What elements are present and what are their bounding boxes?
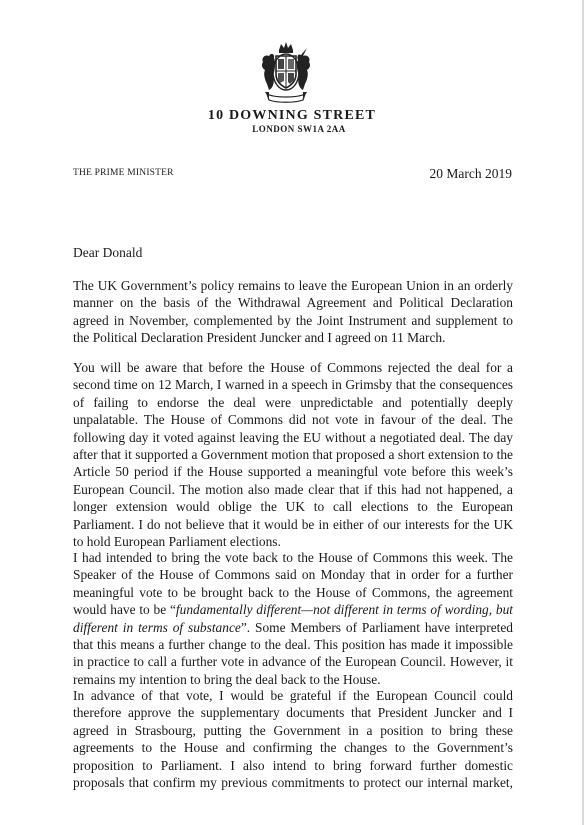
body-paragraph-1: The UK Government’s policy remains to leave the European Union in an orderly manner on the basis of the Withdrawal Agreement and Political Declaration agreed in November, complemented by the Joint Instrument and supplement to the Political Declaration President Juncker and I agreed on 11 March.: [73, 278, 513, 346]
letter-date: 20 March 2019: [429, 166, 512, 181]
body-paragraph-4: In advance of that vote, I would be grateful if the European Council could therefore approve the supplementary documents that President Juncker and I agreed in Strasbourg, putting the Government in a position to bring these agreements to the House and confirming the changes to the Government’s proposition to Parliament. I also intend to bring forward further domestic proposals that confirm my previous commitments to protect our internal market,: [73, 688, 513, 791]
royal-coat-of-arms-icon: [257, 40, 315, 104]
salutation: Dear Donald: [73, 245, 143, 260]
body-paragraph-2: You will be aware that before the House of Commons rejected the deal for a second time on 12 March, I warned in a speech in Grimsby that the consequences of failing to endorse the deal were unpredictable and potentially deeply unpalatable. The House of Commons did not vote in favour of the deal. The following day it voted against leaving the EU without a negotiated deal. The day after that it supported a Government motion that proposed a short extension to the Article 50 period if the House supported a meaningful vote before this week’s European Council. The motion also made clear that if this had not happened, a longer extension would oblige the UK to call elections to the European Parliament. I do not believe that it would be in either of our interests for the UK to hold European Parliament elections.: [73, 360, 513, 550]
body-paragraph-3: [73, 549, 513, 688]
letterhead-address-line2: LONDON SW1A 2AA: [252, 124, 346, 134]
sender-title: THE PRIME MINISTER: [73, 168, 174, 178]
paragraph-3-text-start: I had intended to bring the vote back to the House of Commons this week. The Speaker of the House of Commons said on Monday that in order for a further meaningful vote to be brought back to the House of Commons, the agreement would have to be “: [73, 550, 513, 618]
paragraph-3-text-end: ”. Some Members of Parliament have interpreted that this means a further change to the deal. This position has made it impossible in practice to call a further vote in advance of the European Council. However, it remains my intention to bring the deal back to the House.: [73, 619, 513, 687]
letterhead-address-line1: 10 DOWNING STREET: [207, 108, 377, 123]
paragraph-3-quote: fundamentally different—not different in terms of wording, but different in terms of substance: [73, 602, 513, 635]
